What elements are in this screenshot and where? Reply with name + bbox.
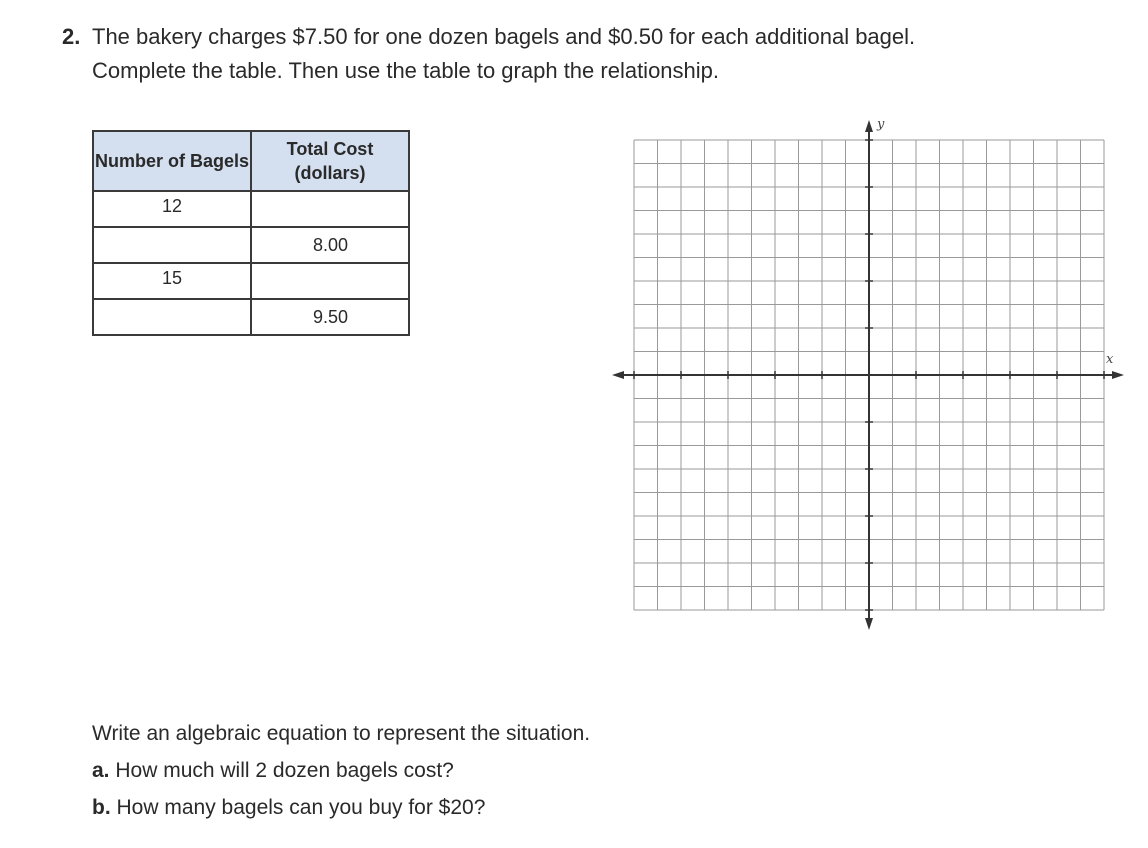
coordinate-grid[interactable] [610, 112, 1140, 632]
problem-number: 2. [62, 24, 81, 49]
x-axis-arrow-right [1112, 371, 1124, 379]
table-cell-cost[interactable]: 9.50 [251, 299, 409, 335]
table-cell-bagels[interactable]: 12 [93, 191, 251, 227]
table-row [93, 299, 409, 335]
equation-prompt: Write an algebraic equation to represent the situation. [92, 722, 591, 745]
x-axis-label: x [1106, 352, 1114, 367]
question-a-letter: a. [92, 759, 110, 782]
question-b-letter: b. [92, 796, 111, 819]
table-cell-bagels[interactable] [93, 227, 251, 263]
table-cell-cost[interactable] [251, 191, 409, 227]
y-axis-label: y [877, 117, 885, 132]
header-number-of-bagels: Number of Bagels [93, 131, 251, 191]
y-axis-arrow-up [865, 120, 873, 132]
header-total-cost: Total Cost (dollars) [251, 131, 409, 191]
bagel-cost-table [92, 130, 410, 336]
axes [612, 120, 1124, 630]
question-b [92, 789, 590, 826]
table-cell-bagels[interactable]: 15 [93, 263, 251, 299]
table-cell-cost[interactable] [251, 263, 409, 299]
table-row [93, 227, 409, 263]
questions-section [92, 715, 590, 826]
table-row [93, 263, 409, 299]
question-a-text: How much will 2 dozen bagels cost? [115, 759, 454, 782]
problem-line-2: Complete the table. Then use the table to graph the relationship. [92, 58, 720, 83]
y-axis-arrow-down [865, 618, 873, 630]
question-a [92, 752, 590, 789]
x-axis-arrow-left [612, 371, 624, 379]
table-cell-bagels[interactable] [93, 299, 251, 335]
question-b-text: How many bagels can you buy for $20? [116, 796, 486, 819]
problem-text-1: The bakery charges $7.50 for one dozen bagels and $0.50 for each additional bagel. [92, 24, 916, 49]
table-row [93, 191, 409, 227]
problem-line-1 [62, 20, 1122, 54]
table-cell-cost[interactable]: 8.00 [251, 227, 409, 263]
problem-statement [62, 20, 1122, 88]
table-header-row [93, 131, 409, 191]
